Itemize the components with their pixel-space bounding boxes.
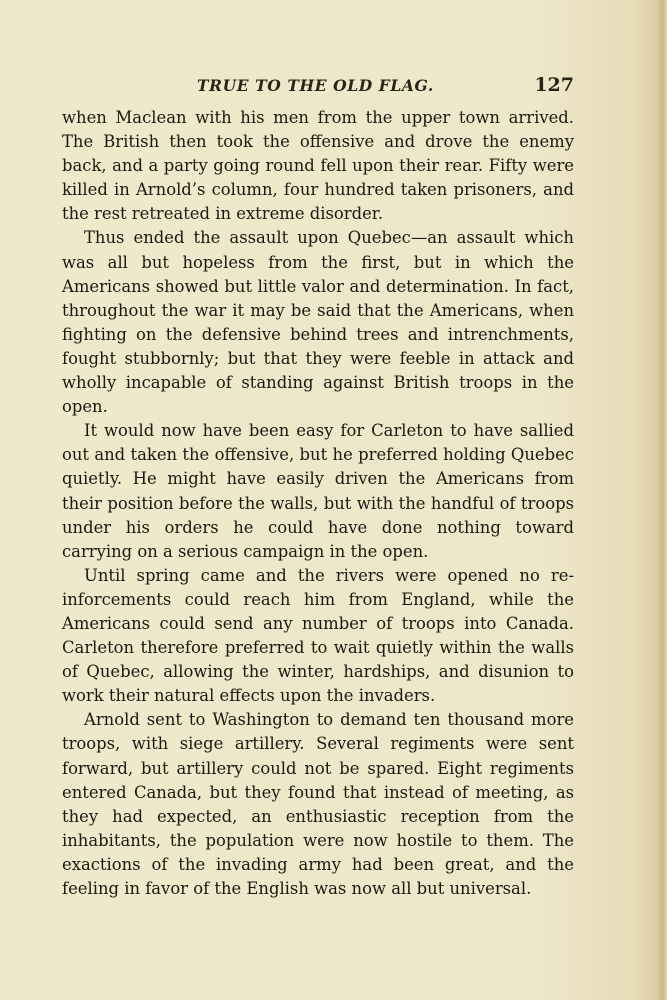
page-number: 127 [534,74,574,96]
paragraph-carleton: It would now have been easy for Carleton to have sallied out and taken the offensive, but he preferred holding Quebec quietly. He might have easily driven the Americans from their position before the walls, but with the handful of troops under his orders he could have done nothing toward carrying on a serious campaign in the open. [62,421,574,561]
page-header [62,72,574,102]
paragraph-arnold: Arnold sent to Washington to demand ten thousand more troops, with siege artillery. Several regiments were sent forward, but artillery could not be spared. Eight regiments entered Canada, but they found that instead of meeting, as they had expected, an enthusiastic reception from the inhabitants, the population were now hostile to them. The exactions of the invading army had been great, and the feeling in favor of the English was now all but universal. [62,710,574,898]
running-title: TRUE TO THE OLD FLAG. [197,76,434,95]
paragraph-spring: Until spring came and the rivers were opened no reinforcements could reach him from England, while the Americans could send any number of troops into Canada. Carleton therefore preferred to wait quietly within the walls of Quebec, allowing the winter, hardships, and disunion to work their natural effects upon the invaders. [62,565,574,706]
body-text [62,106,574,901]
page-edge [657,0,667,1000]
paragraph-continued: when Maclean with his men from the upper town arrived. The British then took the offensive and drove the enemy back, and a party going round fell upon their rear. Fifty were killed in Arnold’s column, four hundred taken prisoners, and the rest retreated in extreme disorder. [62,108,574,224]
paragraph-assault-quebec: Thus ended the assault upon Quebec—an assault which was all but hopeless from the first, but in which the Americans showed but little valor and determination. In fact, throughout the war it may be said that the Americans, when fighting on the defensive behind trees and intrenchments, fought stubbornly; but that they were feeble in attack and wholly incapable of standing against British troops in the open. [62,228,574,417]
